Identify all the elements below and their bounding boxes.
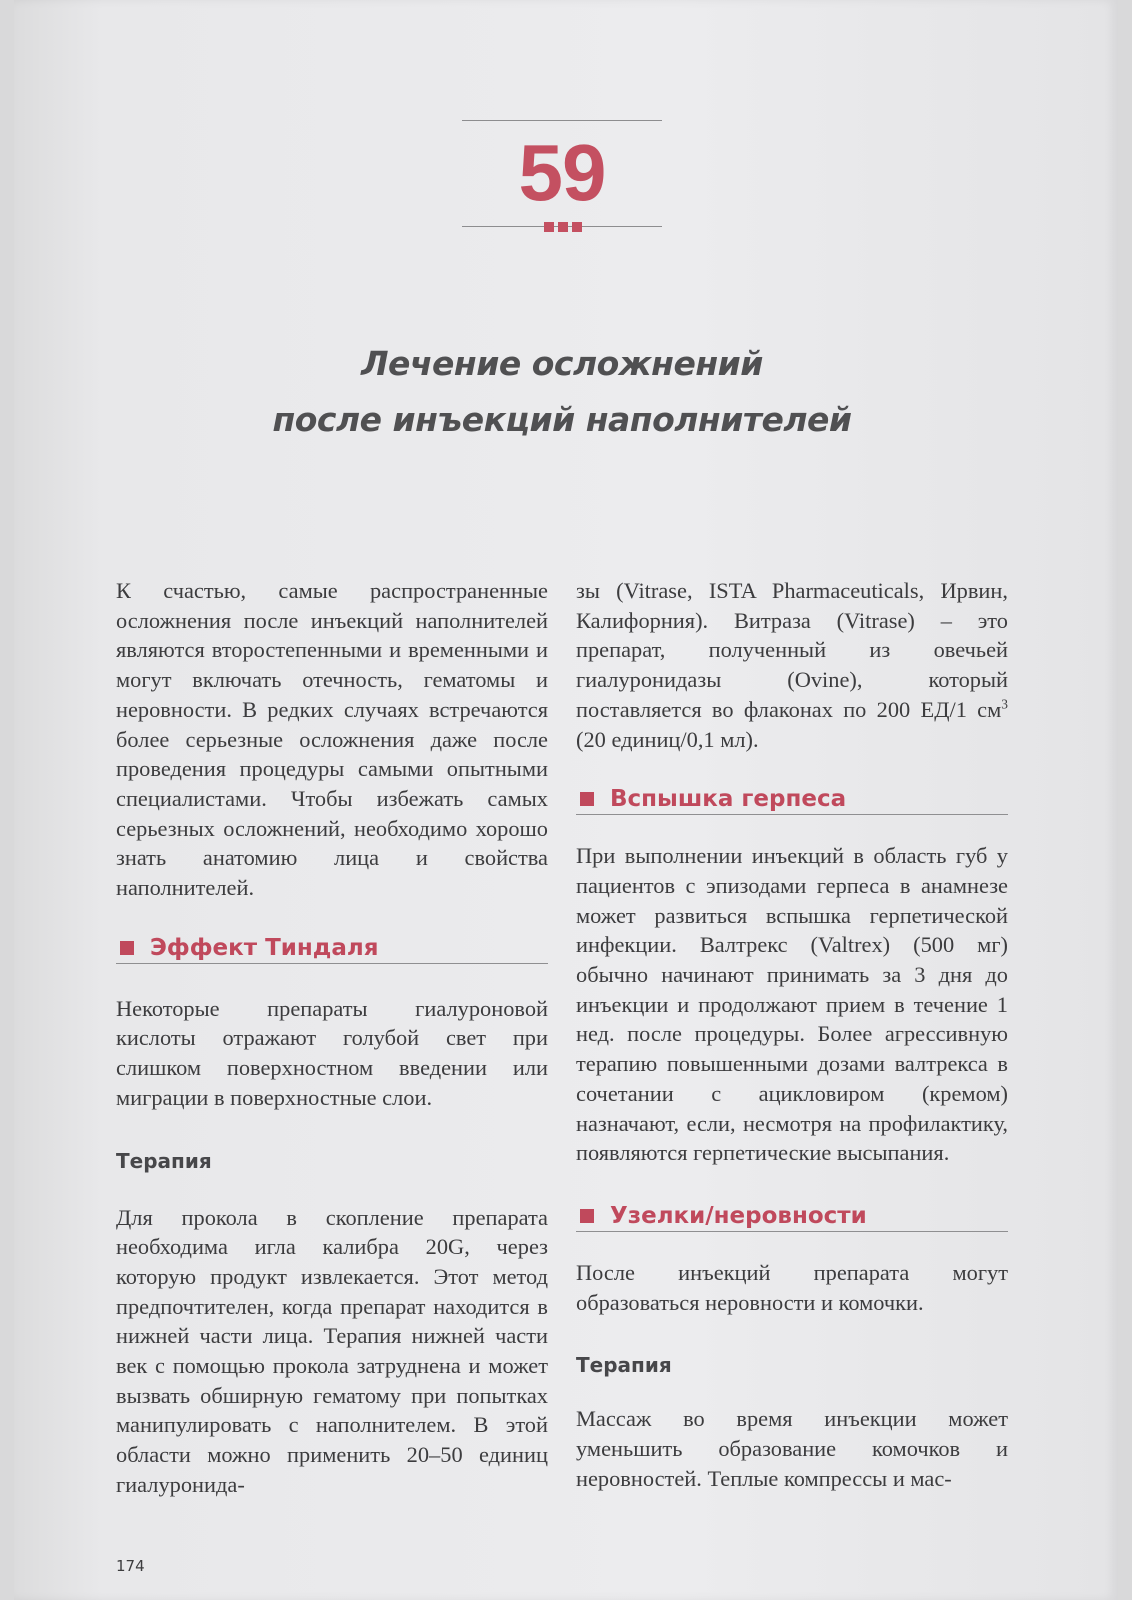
continuation-paragraph [576, 576, 1008, 754]
section-heading-nodules [576, 1201, 1008, 1232]
section-heading-herpes-label: Вспышка герпеса [610, 786, 847, 813]
section-marker [580, 792, 594, 806]
tyndall-paragraph: Некоторые препараты гиалуроновой кислоты отражают голубой свет при слишком поверхностном введении или миграции в поверхностные слои. [116, 995, 548, 1110]
herpes-paragraph: При выполнении инъекций в область губ у пациентов с эпизодами герпеса в анамнезе может развиться вспышка герпетической инфекции. Валтрекс (Valtrex) (500 мг) обычно начинают принимать за 3 дня до инъекции и продолжают прием в течение 1 нед. после процедуры. Более агрессивную терапию повышенными дозами валтрекса в сочетании с ацикловиром (кремом) назначают, если, несмотря на профилактику, появляются герпетические высыпания. [576, 843, 1008, 1166]
section-heading-herpes [576, 784, 1008, 815]
chapter-title [162, 336, 962, 448]
nodules-paragraph: После инъекций препарата могут образоваться неровности и комочки. [576, 1259, 1008, 1315]
section-heading-tyndall-label: Эффект Тиндаля [150, 934, 379, 961]
therapy-paragraph-2: Массаж во время инъекции может уменьшить образование комочков и неровностей. Теплые компрессы и мас- [576, 1406, 1008, 1491]
chapter-number: 59 [518, 128, 606, 217]
continuation-superscript: 3 [1001, 696, 1008, 712]
page-number: 174 [116, 1557, 145, 1575]
left-column [116, 576, 548, 1500]
section-heading-nodules-label: Узелки/неровности [610, 1202, 867, 1229]
subheading-therapy-2: Терапия [576, 1353, 672, 1378]
continuation-text: зы (Vitrase, ISTA Pharmaceuticals, Ирвин, Калифорния). Витраза (Vitrase) – это препарат, полученный из овечьей гиалуронидазы (Ovine), который поставляется во флаконах по 200 ЕД/1 см [576, 578, 1008, 722]
subheading-therapy-1: Терапия [116, 1148, 212, 1173]
right-column [576, 576, 1008, 1493]
chapter-ornament [544, 222, 582, 232]
chapter-title-line-1: Лечение осложнений [361, 344, 763, 383]
therapy-paragraph-1: Для прокола в скопление препарата необходима игла калибра 20G, через которую продукт извлекается. Этот метод предпочтителен, когда препарат находится в нижней части лица. Терапия нижней части век с помощью прокола затруднена и может вызвать обширную гематому при попытках манипулировать с наполнителем. В этой области можно применить 20–50 единиц гиалуронида- [116, 1204, 548, 1497]
intro-paragraph: К счастью, самые распространенные осложнения после инъекций наполнителей являются второстепенными и временными и могут включать отечность, гематомы и неровности. В редких случаях встречаются более серьезные осложнения даже после проведения процедуры самыми опытными специалистами. Чтобы избежать самых серьезных осложнений, необходимо хорошо знать анатомию лица и свойства наполнителей. [116, 578, 548, 901]
section-marker [580, 1209, 594, 1223]
chapter-title-line-2: после инъекций наполнителей [272, 400, 852, 439]
section-heading-tyndall [116, 933, 548, 964]
chapter-top-rule [462, 120, 662, 121]
continuation-text-end: (20 единиц/0,1 мл). [576, 726, 759, 752]
section-marker [120, 941, 134, 955]
